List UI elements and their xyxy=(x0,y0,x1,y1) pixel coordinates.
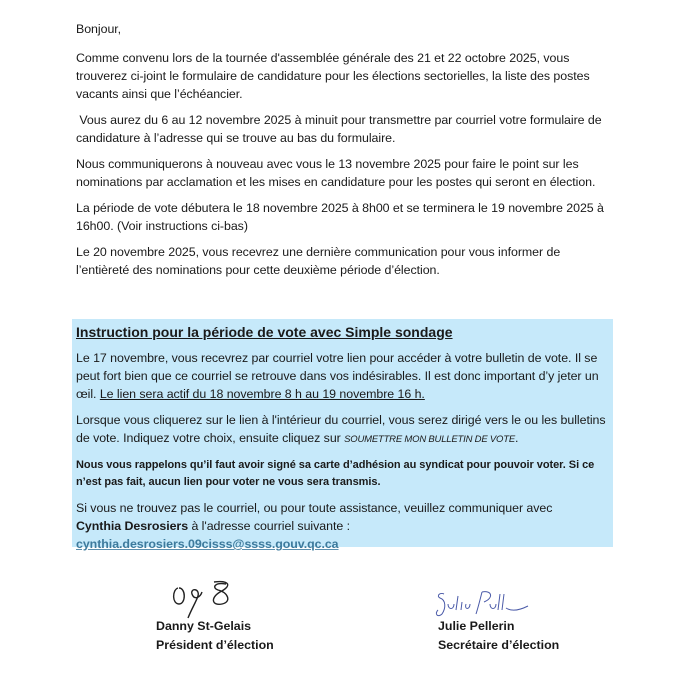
instructions-paragraph-ballot xyxy=(76,411,610,449)
ballot-text: Lorsque vous cliquerez sur le lien à l'intérieur du courriel, vous serez dirigé vers le ou les bulletins de vote. Indiquez votre choix, ensuite cliquez sur xyxy=(76,413,606,445)
voting-instructions-box xyxy=(72,319,613,551)
instructions-title: Instruction pour la période de vote avec Simple sondage xyxy=(76,324,453,340)
assistance-paragraph xyxy=(76,499,610,553)
signature-block-president xyxy=(156,617,274,655)
submit-ballot-reference: SOUMETTRE MON BULLETIN DE VOTE xyxy=(344,434,515,445)
contact-name: Cynthia Desrosiers xyxy=(76,519,189,533)
paragraph-final-communication: Le 20 novembre 2025, vous recevrez une dernière communication pour vous informer de l’entièreté des nominations pour cette deuxième période d’élection. xyxy=(76,245,561,277)
signature-block-secretary xyxy=(438,617,559,655)
paragraph-vote-period: La période de vote débutera le 18 novembre 2025 à 8h00 et se terminera le 19 novembre 2025 à 16h00. (Voir instructions ci-bas) xyxy=(76,201,604,233)
signatory-name: Julie Pellerin xyxy=(438,619,515,633)
link-active-period: Le lien sera actif du 18 novembre 8 h au 19 novembre 16 h. xyxy=(99,387,425,401)
signatory-name: Danny St-Gelais xyxy=(156,619,252,633)
signatory-title: Président d’élection xyxy=(156,638,274,652)
letter-body xyxy=(76,20,616,279)
paragraph-assembly: Comme convenu lors de la tournée d'assemblée générale des 21 et 22 octobre 2025, vous trouverez ci-joint le formulaire de candidature pour les élections sectorielles, la liste des postes vacants ainsi que l’échéancier. xyxy=(76,51,590,101)
paragraph-acclamation-update: Nous communiquerons à nouveau avec vous le 13 novembre 2025 pour faire le point sur les nominations par acclamation et les mises en candidature pour les postes qui seront en élection. xyxy=(76,157,596,189)
signatory-title: Secrétaire d’élection xyxy=(438,638,560,652)
assistance-text: Si vous ne trouvez pas le courriel, ou pour toute assistance, veuillez communiquer avec xyxy=(76,501,553,515)
ballot-text-end: . xyxy=(514,431,519,445)
paragraph-submission-deadline: Vous aurez du 6 au 12 novembre 2025 à minuit pour transmettre par courriel votre formulaire de candidature à l’adresse qui se trouve au bas du formulaire. xyxy=(76,113,605,145)
assistance-text-after: à l'adresse courriel suivante : xyxy=(188,519,350,533)
link-info-text: Le 17 novembre, vous recevrez par courriel votre lien pour accéder à votre bulletin de vote. Il se peut fort bien que ce courriel se retrouve dans vos indésirables. Il est donc important d’y jeter un œil. xyxy=(76,351,599,401)
membership-reminder: Nous vous rappelons qu’il faut avoir signé sa carte d’adhésion au syndicat pour pouvoir voter. Si ce n’est pas fait, aucun lien pour voter ne vous sera transmis. xyxy=(76,459,595,488)
greeting: Bonjour, xyxy=(76,22,122,36)
contact-email-link[interactable]: cynthia.desrosiers.09cisss@ssss.gouv.qc.ca xyxy=(76,537,339,551)
instructions-paragraph-link xyxy=(76,349,610,403)
